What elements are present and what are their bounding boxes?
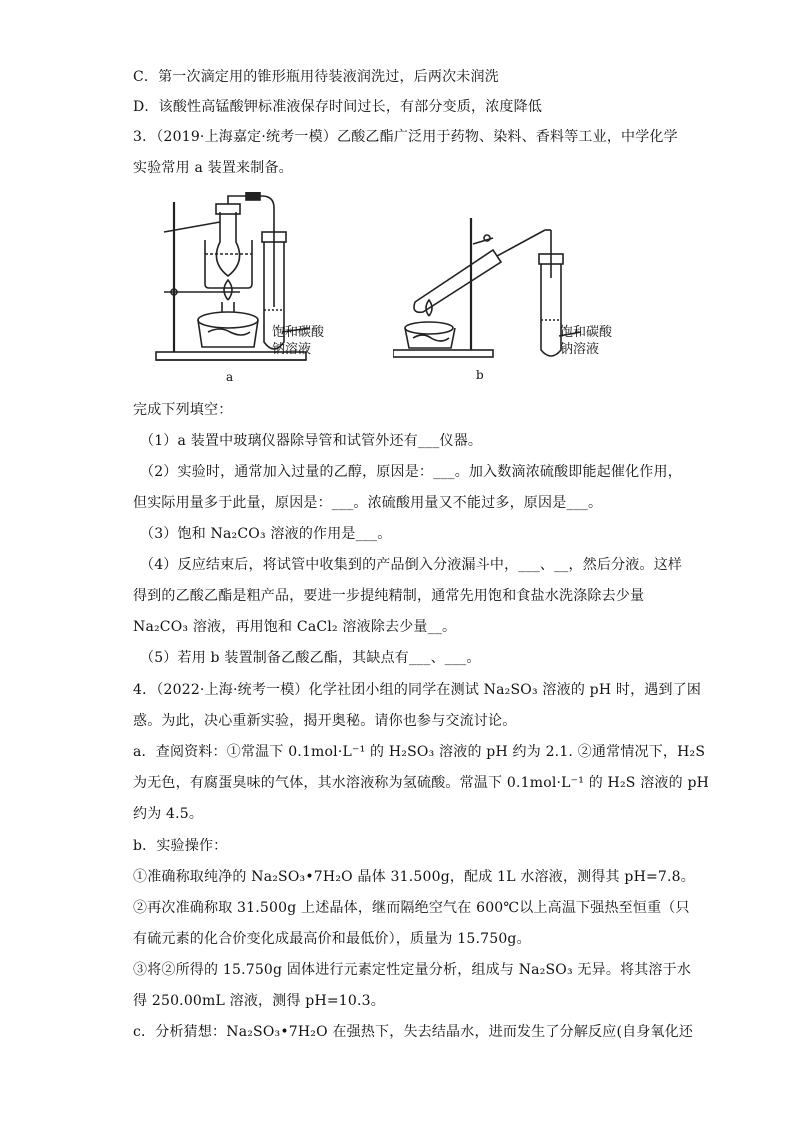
q3-part-4b: 得到的乙酸乙酯是粗产品，要进一步提纯精制，通常先用饱和食盐水洗涤除去少量: [133, 588, 645, 604]
q4-b-step-1: ①准确称取纯净的 Na₂SO₃•7H₂O 晶体 31.500g，配成 1L 水溶液，测得其 pH=7.8。: [133, 869, 695, 885]
q3-stem-1: 3．（2019·上海嘉定·统考一模）乙酸乙酯广泛用于药物、染料、香料等工业，中学化学: [133, 129, 678, 145]
q4-b-step-3a: ③将②所得的 15.750g 固体进行元素定性定量分析，组成与 Na₂SO₃ 无异。将其溶于水: [133, 962, 692, 978]
q4-a-2: 为无色，有腐蛋臭味的气体，其水溶液称为氢硫酸。常温下 0.1mol·L⁻¹ 的 H₂S 溶液的 pH: [133, 775, 710, 791]
q4-a-3: 约为 4.5。: [133, 806, 204, 822]
fill-in-heading: 完成下列填空：: [133, 402, 233, 418]
figure-a-label-2: 钠溶液: [272, 342, 312, 357]
q4-c-1: c．分析猜想：Na₂SO₃•7H₂O 在强热下，失去结晶水，进而发生了分解反应(自身氧化还: [133, 1024, 694, 1040]
figure-b-label-1: 饱和碳酸: [560, 325, 613, 340]
q4-b-step-2b: 有硫元素的化合价变化成最高价和最低价），质量为 15.750g。: [133, 931, 531, 947]
figure-b-label-2: 钠溶液: [560, 342, 600, 357]
q3-part-2b: 但实际用量多于此量，原因是：___。浓硫酸用量又不能过多，原因是___。: [133, 495, 603, 511]
q4-stem-1: 4．（2022·上海·统考一模）化学社团小组的同学在测试 Na₂SO₃ 溶液的 pH 时，遇到了困: [133, 682, 702, 698]
option-d: D．该酸性高锰酸钾标准液保存时间过长，有部分变质，浓度降低: [133, 99, 543, 115]
q3-part-4c: Na₂CO₃ 溶液，再用饱和 CaCl₂ 溶液除去少量__。: [133, 619, 457, 635]
q4-b-step-3b: 得 250.00mL 溶液，测得 pH=10.3。: [133, 993, 385, 1009]
q3-part-1: （1）a 装置中玻璃仪器除导管和试管外还有___仪器。: [140, 433, 483, 449]
q3-part-5: （5）若用 b 装置制备乙酸乙酯，其缺点有___、___。: [140, 650, 481, 666]
q4-b-step-2a: ②再次准确称取 31.500g 上述晶体，继而隔绝空气在 600℃以上高温下强热至恒重（只: [133, 900, 690, 916]
q3-part-3: （3）饱和 Na₂CO₃ 溶液的作用是___。: [140, 526, 392, 542]
q4-a-1: a．查阅资料：①常温下 0.1mol·L⁻¹ 的 H₂SO₃ 溶液的 pH 约为 2.1. ②通常情况下，H₂S: [133, 744, 706, 760]
option-c: C．第一次滴定用的锥形瓶用待装液润洗过，后两次未润洗: [133, 69, 499, 85]
apparatus-a-figure: [150, 192, 330, 387]
figure-b-caption: b: [476, 368, 484, 382]
q3-part-2a: （2）实验时，通常加入过量的乙醇，原因是：___。加入数滴浓硫酸即能起催化作用，: [140, 464, 682, 480]
q3-stem-2: 实验常用 a 装置来制备。: [133, 160, 293, 176]
figure-a-caption: a: [226, 370, 234, 384]
q4-b-heading: b．实验操作：: [133, 838, 228, 854]
q3-part-4a: （4）反应结束后，将试管中收集到的产品倒入分液漏斗中，___、__，然后分液。这样: [140, 557, 683, 573]
q4-stem-2: 惑。为此，决心重新实验，揭开奥秘。请你也参与交流讨论。: [133, 713, 517, 729]
figure-a-label-1: 饱和碳酸: [272, 325, 325, 340]
